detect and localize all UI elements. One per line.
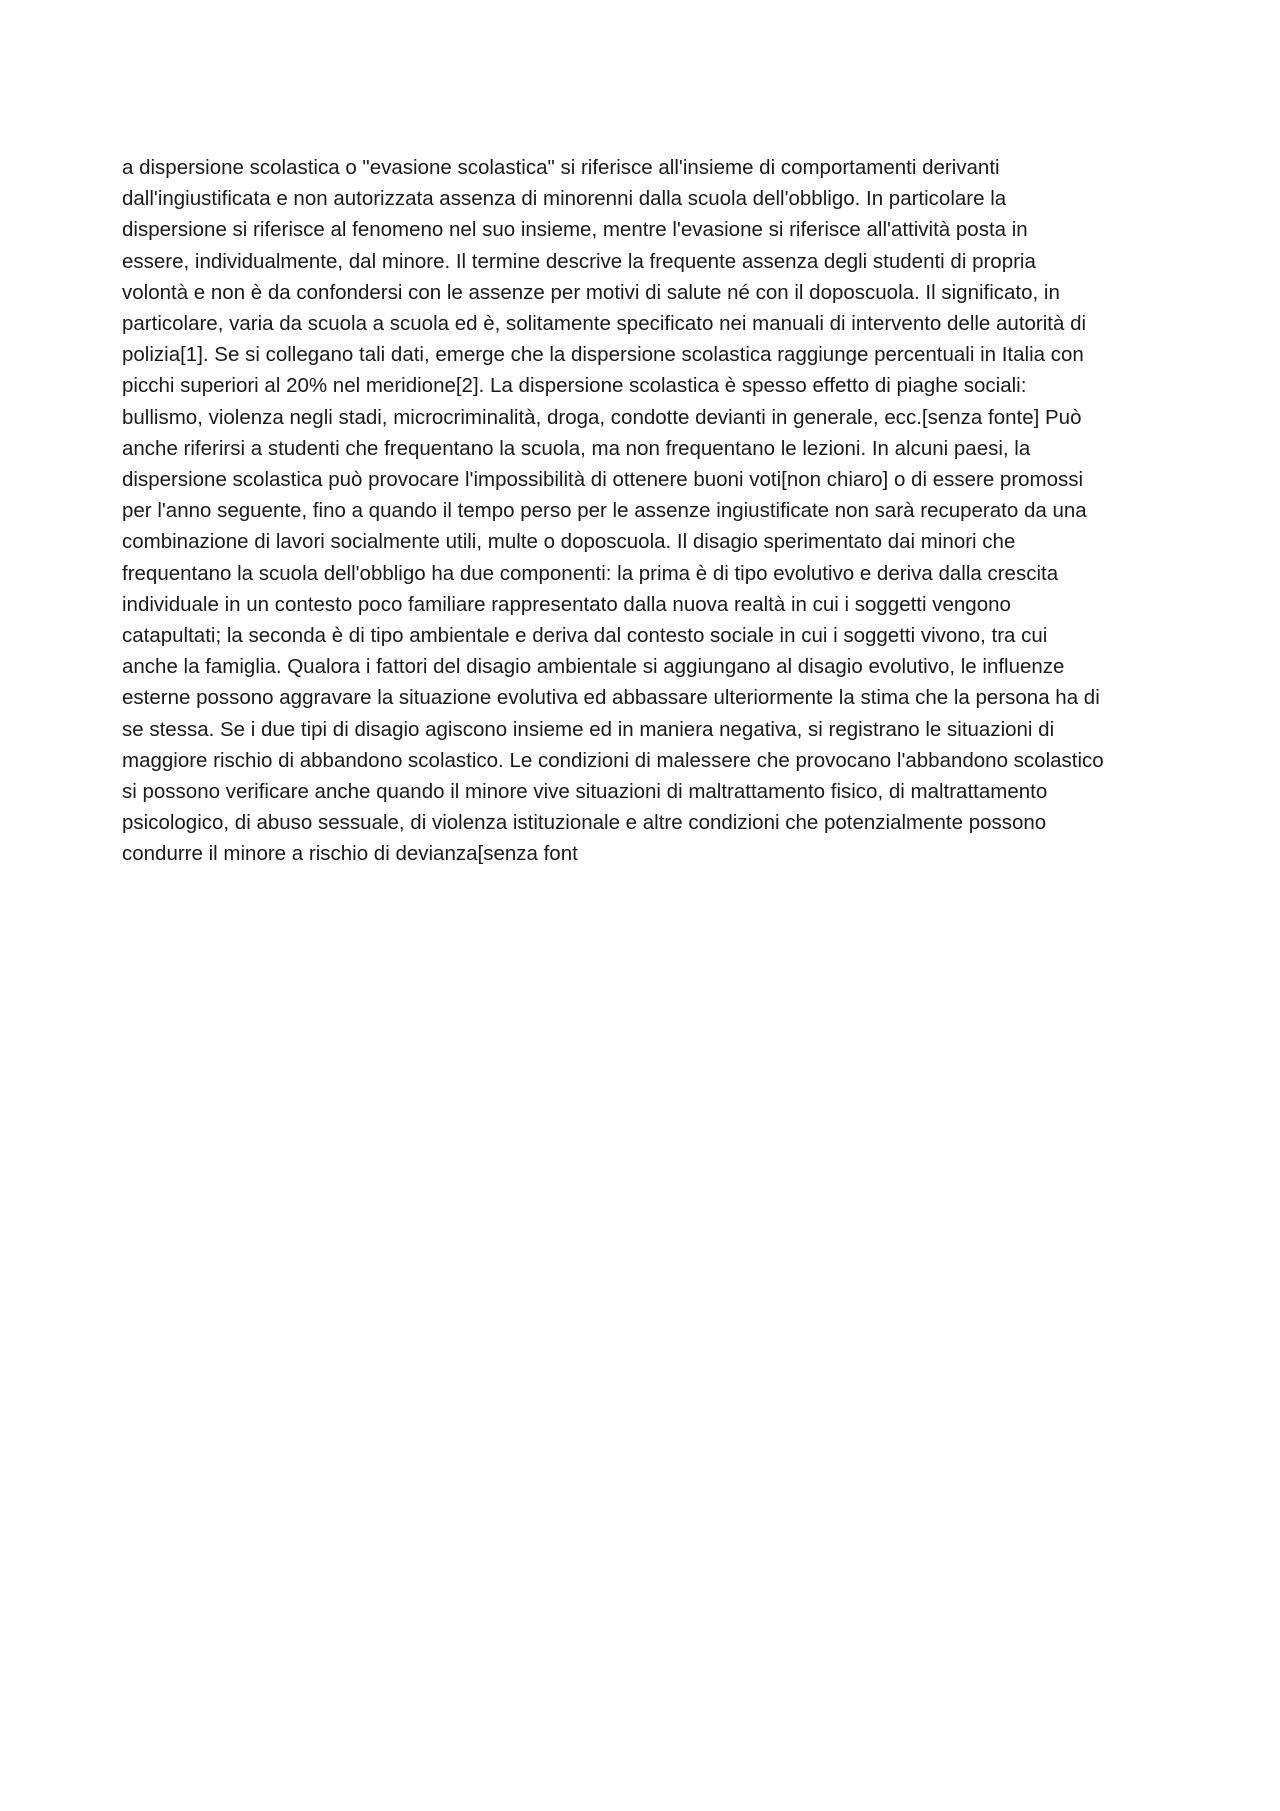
text-line: individuale in un contesto poco familiare rappresentato dalla nuova realtà in cui i soggetti vengono [122,592,1011,616]
text-line: essere, individualmente, dal minore. Il termine descrive la frequente assenza degli studenti di propria [122,249,1036,273]
text-line: si possono verificare anche quando il minore vive situazioni di maltrattamento fisico, di maltrattamento [122,780,1048,804]
text-line: particolare, varia da scuola a scuola ed è, solitamente specificato nei manuali di intervento delle autorità di [122,312,1087,336]
text-line: dispersione scolastica può provocare l'impossibilità di ottenere buoni voti[non chiaro] o di essere promossi [122,468,1084,492]
text-line: anche la famiglia. Qualora i fattori del disagio ambientale si aggiungano al disagio evolutivo, le influenze [122,655,1065,679]
text-line: catapultati; la seconda è di tipo ambientale e deriva dal contesto sociale in cui i soggetti vivono, tra cui [122,624,1048,648]
text-line: anche riferirsi a studenti che frequentano la scuola, ma non frequentano le lezioni. In alcuni paesi, la [122,436,1031,460]
text-line: dall'ingiustificata e non autorizzata assenza di minorenni dalla scuola dell'obbligo. In particolare la [122,187,1007,211]
text-line: picchi superiori al 20% nel meridione[2]. La dispersione scolastica è spesso effetto di piaghe sociali: [122,374,1027,398]
text-line: a dispersione scolastica o "evasione scolastica" si riferisce all'insieme di comportamenti derivanti [122,156,1000,179]
text-line: dispersione si riferisce al fenomeno nel suo insieme, mentre l'evasione si riferisce all'attività posta in [122,218,1028,242]
text-line: polizia[1]. Se si collegano tali dati, emerge che la dispersione scolastica raggiunge percentuali in Italia con [122,343,1084,367]
text-line: combinazione di lavori socialmente utili, multe o doposcuola. Il disagio sperimentato dai minori che [122,530,1016,554]
text-line: maggiore rischio di abbandono scolastico. Le condizioni di malessere che provocano l'abbandono scolastico [122,748,1104,772]
text-line: se stessa. Se i due tipi di disagio agiscono insieme ed in maniera negativa, si registrano le situazioni di [122,717,1055,741]
body-paragraph [122,152,1172,870]
text-line: frequentano la scuola dell'obbligo ha due componenti: la prima è di tipo evolutivo e deriva dalla crescita [122,561,1059,585]
text-line: condurre il minore a rischio di devianza[senza font [122,842,578,866]
text-line: psicologico, di abuso sessuale, di violenza istituzionale e altre condizioni che potenzialmente possono [122,811,1047,835]
text-line: per l'anno seguente, fino a quando il tempo perso per le assenze ingiustificate non sarà recuperato da una [122,499,1087,523]
text-line: volontà e non è da confondersi con le assenze per motivi di salute né con il doposcuola. Il significato, in [122,280,1060,304]
text-line: bullismo, violenza negli stadi, microcriminalità, droga, condotte devianti in generale, ecc.[senza fonte] Può [122,405,1082,429]
text-line: esterne possono aggravare la situazione evolutiva ed abbassare ulteriormente la stima che la persona ha di [122,686,1100,710]
